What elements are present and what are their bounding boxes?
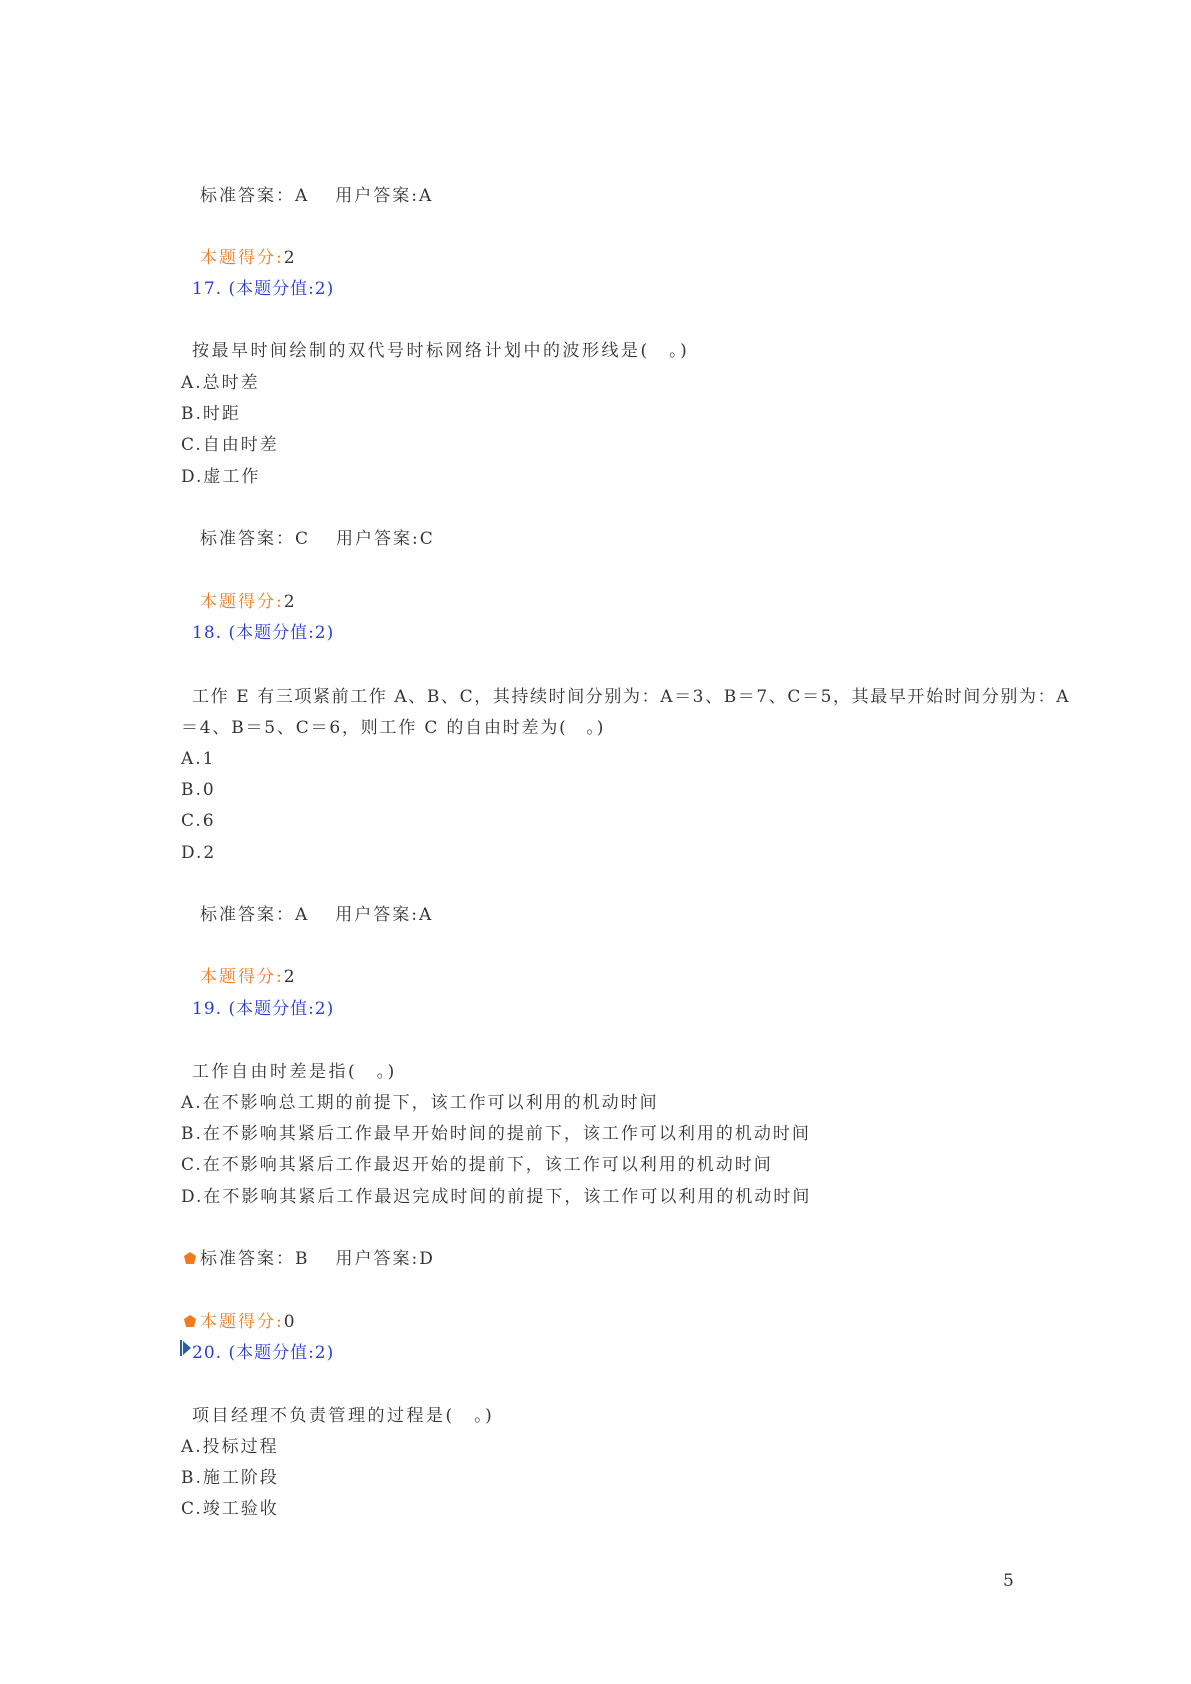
standard-answer-label: 标准答案：	[200, 905, 295, 925]
score-value: 2	[283, 592, 295, 612]
wrong-score-marker-icon	[184, 1315, 196, 1327]
user-answer-value: D	[419, 1249, 435, 1269]
user-answer-value: A	[419, 905, 434, 925]
score-value: 2	[283, 248, 295, 268]
option-c: C.竣工验收	[181, 1499, 279, 1519]
score-line	[200, 247, 295, 269]
standard-answer-label: 标准答案：	[200, 1249, 295, 1269]
option-d: D.虚工作	[181, 467, 261, 487]
question-header: 20. (本题分值:2)	[192, 1343, 335, 1363]
option-b: B.0	[181, 780, 216, 800]
score-line	[200, 966, 295, 988]
question-stem-line-2: ＝4、B＝5、C＝6，则工作 C 的自由时差为( 。)	[181, 718, 606, 738]
score-line	[200, 1311, 295, 1333]
option-a: A.1	[181, 749, 216, 769]
answer-line	[200, 1248, 435, 1270]
score-label: 本题得分:	[200, 248, 284, 268]
answer-line	[200, 185, 433, 207]
standard-answer-label: 标准答案：	[200, 186, 295, 206]
option-c: C.自由时差	[181, 435, 279, 455]
option-b: B.在不影响其紧后工作最早开始时间的提前下，该工作可以利用的机动时间	[181, 1124, 811, 1144]
question-stem: 项目经理不负责管理的过程是( 。)	[192, 1406, 495, 1426]
user-answer-label: 用户答案:	[335, 1249, 420, 1269]
question-stem: 工作自由时差是指( 。)	[192, 1062, 397, 1082]
score-label: 本题得分:	[200, 967, 284, 987]
question-header: 19. (本题分值:2)	[192, 999, 335, 1019]
option-d: D.2	[181, 843, 217, 863]
answer-line	[200, 904, 433, 926]
score-value: 0	[283, 1312, 295, 1332]
user-answer-label: 用户答案:	[335, 186, 420, 206]
option-c: C.6	[181, 811, 216, 831]
option-d: D.在不影响其紧后工作最迟完成时间的前提下，该工作可以利用的机动时间	[181, 1187, 812, 1207]
score-line	[200, 591, 295, 613]
score-label: 本题得分:	[200, 592, 284, 612]
option-a: A.投标过程	[181, 1437, 279, 1457]
standard-answer-value: B	[295, 1249, 310, 1269]
user-answer-label: 用户答案:	[336, 529, 420, 549]
option-c: C.在不影响其紧后工作最迟开始的提前下，该工作可以利用的机动时间	[181, 1155, 773, 1175]
score-label: 本题得分:	[200, 1312, 284, 1332]
question-header: 18. (本题分值:2)	[192, 623, 335, 643]
option-a: A.在不影响总工期的前提下，该工作可以利用的机动时间	[181, 1093, 659, 1113]
question-header: 17. (本题分值:2)	[192, 279, 335, 299]
option-b: B.施工阶段	[181, 1468, 279, 1488]
current-question-marker-icon	[180, 1340, 192, 1356]
user-answer-value: A	[419, 186, 434, 206]
wrong-answer-marker-icon	[184, 1252, 196, 1264]
page-number: 5	[1003, 1571, 1014, 1591]
question-stem: 按最早时间绘制的双代号时标网络计划中的波形线是( 。)	[192, 341, 690, 361]
answer-line	[200, 528, 435, 550]
standard-answer-label: 标准答案：	[200, 529, 295, 549]
standard-answer-value: A	[295, 186, 310, 206]
option-a: A.总时差	[181, 373, 260, 393]
standard-answer-value: C	[295, 529, 311, 549]
option-b: B.时距	[181, 404, 241, 424]
standard-answer-value: A	[295, 905, 310, 925]
user-answer-value: C	[419, 529, 435, 549]
user-answer-label: 用户答案:	[335, 905, 420, 925]
score-value: 2	[283, 967, 295, 987]
question-stem-line-1: 工作 E 有三项紧前工作 A、B、C，其持续时间分别为：A＝3、B＝7、C＝5，其最早开始时间分别为：A	[192, 687, 1071, 707]
